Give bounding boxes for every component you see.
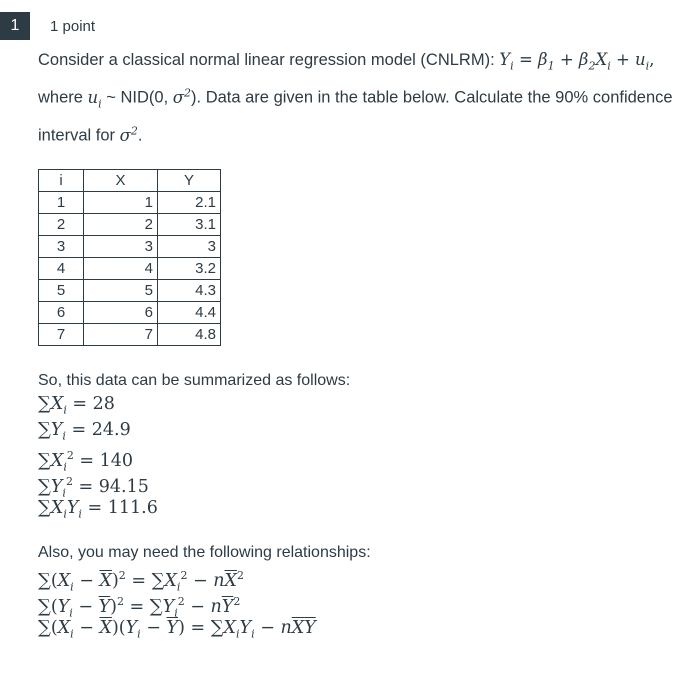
sum-x2-line: $\sum X_i^2 = 140$ [38, 449, 134, 474]
table-row [39, 236, 221, 258]
cell-x: 3 [84, 236, 158, 258]
question-points: 1 point [50, 18, 96, 35]
table-row [39, 280, 221, 302]
cell-x: 7 [84, 324, 158, 346]
sum-x-value: 28 [92, 394, 115, 414]
sigma-squared: $\sigma^2$ [172, 86, 192, 107]
header-y: Y [158, 170, 221, 192]
cell-x: 5 [84, 280, 158, 302]
prompt-part: ). Data are given in the table below. Calculate the 90% confidence interval for [38, 88, 673, 145]
table-row [39, 214, 221, 236]
header-i: i [39, 170, 84, 192]
header-x: X [84, 170, 158, 192]
prompt-part: . [137, 126, 143, 145]
cell-y: 3.1 [158, 214, 221, 236]
cell-y: 3.2 [158, 258, 221, 280]
cell-y: 3 [158, 236, 221, 258]
prompt-part: where [38, 88, 88, 107]
sum-x2-value: 140 [99, 450, 134, 471]
cell-y: 2.1 [158, 192, 221, 214]
table-row [39, 258, 221, 280]
relationship-sxx: $\sum(X_i - \overline{X})^2 = \sum X_i^2 - n\overline{X}^2$ [38, 569, 244, 594]
table-row [39, 302, 221, 324]
sum-y2-line: $\sum Y_i^2 = 94.15$ [38, 475, 149, 500]
sum-xy-line: $\sum X_iY_i = 111.6$ [38, 497, 158, 521]
relationships-heading: Also, you may need the following relationships: [38, 544, 371, 561]
cell-x: 4 [84, 258, 158, 280]
cell-x: 2 [84, 214, 158, 236]
cell-y: 4.4 [158, 302, 221, 324]
relationship-sxy: $\sum(X_i - \overline{X})(Y_i - \overline{Y}) = \sum X_iY_i - n\overline{X}\overline{Y}$ [38, 617, 316, 641]
error-term: $u_i$ [87, 87, 102, 111]
cell-y: 4.8 [158, 324, 221, 346]
cell-i: 6 [39, 302, 84, 324]
relationships-formulas [38, 563, 316, 641]
cell-x: 6 [84, 302, 158, 324]
question-number-badge: 1 [0, 12, 30, 40]
cell-i: 1 [39, 192, 84, 214]
model-equation: $Y_i = \beta_1 + \beta_2X_i + u_i$ [499, 50, 650, 73]
summary-sums [38, 391, 158, 521]
sum-xy-value: 111.6 [107, 498, 158, 518]
sigma-squared: $\sigma^2$ [119, 124, 138, 145]
sum-y-value: 24.9 [91, 420, 131, 440]
table-header-row [39, 170, 221, 192]
data-table [38, 169, 221, 346]
relationship-syy: $\sum(Y_i - \overline{Y})^2 = \sum Y_i^2 - n\overline{Y}^2$ [38, 595, 241, 620]
cell-i: 2 [39, 214, 84, 236]
table-row [39, 192, 221, 214]
prompt-part: Consider a classical normal linear regression model (CNLRM): [38, 51, 500, 69]
sum-x-line: $\sum X_i = 28$ [38, 393, 115, 417]
question-prompt: Consider a classical normal linear regression model (CNLRM): $Y_i = \beta_1 + \beta_2X_i + u_i$, where $u_i$ ~ NID(0, $\sigma^2$). Data are given in the table below. Calculate the 90% confidence interval for $\sigma^2$. [38, 50, 673, 145]
table-row [39, 324, 221, 346]
prompt-part: ~ NID(0, [101, 88, 173, 107]
summary-heading: So, this data can be summarized as follows: [38, 372, 351, 389]
cell-i: 3 [39, 236, 84, 258]
cell-x: 1 [84, 192, 158, 214]
cell-i: 7 [39, 324, 84, 346]
cell-y: 4.3 [158, 280, 221, 302]
sum-y-line: $\sum Y_i = 24.9$ [38, 419, 131, 443]
cell-i: 4 [39, 258, 84, 280]
cell-i: 5 [39, 280, 84, 302]
sum-y2-value: 94.15 [98, 476, 149, 497]
